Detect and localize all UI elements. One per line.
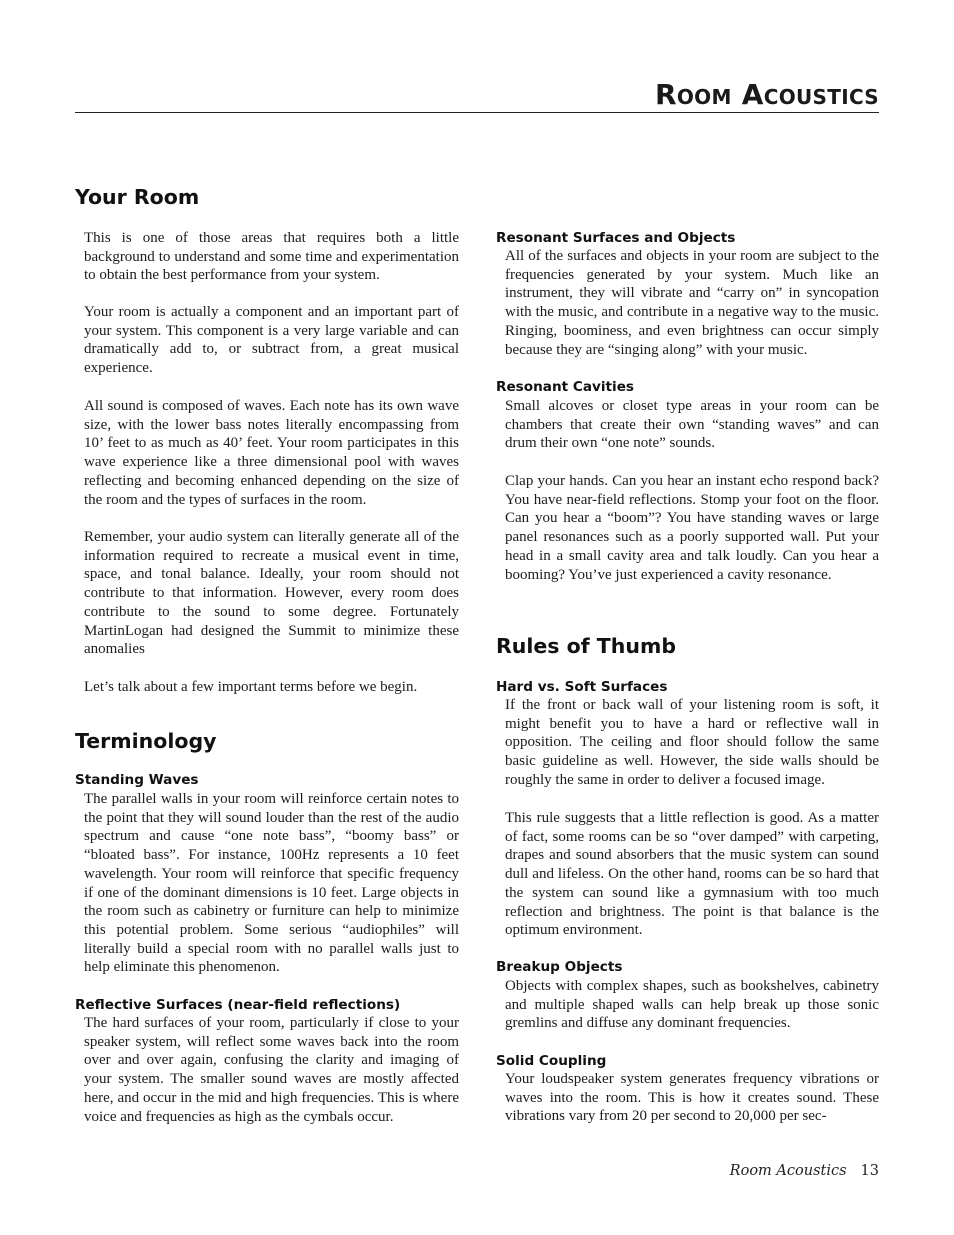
paragraph: This rule suggests that a little reflection is good. As a matter of fact, some rooms can be so “over damped” with carpeting, drapes and sound absorbers that the music system can sound dull and lifeless. On the other hand, rooms can be so hard that the system can sound like a gymnasium with too much reflection and brightness. The point is that balance is the optimum environment. [505, 810, 879, 939]
paragraph: Objects with complex shapes, such as bookshelves, cabinetry and multiple shaped walls can help break up those sonic gremlins and diffuse any dominant frequencies. [505, 978, 879, 1032]
subheading-breakup-objects: Breakup Objects [496, 959, 623, 975]
page-title [655, 78, 879, 114]
page-footer [730, 1163, 879, 1179]
paragraph: All sound is composed of waves. Each note has its own wave size, with the lower bass notes literally encompassing from 10’ feet to as much as 40’ feet. Your room participates in this wave experience like a three dimensional pool with waves reflecting and becoming enhanced depending on the size of the room and the types of surfaces in the room. [84, 398, 459, 508]
subheading-resonant-cavities: Resonant Cavities [496, 379, 635, 395]
paragraph: All of the surfaces and objects in your room are subject to the frequencies generated by your system. Much like an instrument, they will vibrate and “carry on” in syncopation with the music, and contribute in a negative way to the music. Ringing, boominess, and even brightness can occur simply because they are “singing along” with your music. [505, 248, 879, 358]
heading-your-room: Your Room [75, 185, 200, 209]
paragraph: This is one of those areas that requires both a little background to understand and some time and experimentation to obtain the best performance from your system. [84, 230, 459, 284]
header-divider [75, 112, 879, 113]
title-letter: R [655, 78, 677, 111]
subheading-hard-vs-soft: Hard vs. Soft Surfaces [496, 679, 668, 695]
footer-section: Room Acoustics [729, 1163, 847, 1179]
paragraph: Your loudspeaker system generates frequency vibrations or waves into the room. This is how it creates sound. These vibrations vary from 20 per second to 20,000 per sec- [505, 1071, 879, 1125]
title-letter: A [741, 78, 764, 111]
paragraph: The hard surfaces of your room, particularly if close to your speaker system, will reflect some waves back into the room over and over again, confusing the clarity and imaging of your system. The smaller sound waves are mostly affected here, and occur in the mid and high frequencies. This is where voice and frequencies as high as the cymbals occur. [84, 1015, 459, 1125]
title-word-part: OOM [676, 85, 732, 109]
paragraph: If the front or back wall of your listening room is soft, it might benefit you to have a hard or reflective wall in opposition. The ceiling and floor should follow the same basic guideline as well. However, the side walls should be roughly the same in order to deliver a focused image. [505, 697, 879, 788]
subheading-standing-waves: Standing Waves [75, 772, 199, 788]
subheading-solid-coupling: Solid Coupling [496, 1053, 607, 1069]
page-number: 13 [860, 1163, 879, 1179]
paragraph: Remember, your audio system can literally generate all of the information required to recreate a musical event in time, space, and tonal balance. Ideally, your room should not contribute to that information. However, every room does contribute to the sound to some degree. Fortunately MartinLogan had designed the Summit to minimize these anomalies [84, 529, 459, 658]
paragraph: The parallel walls in your room will reinforce certain notes to the point that they will sound louder than the rest of the audio spectrum and cause “one note bass”, “boomy bass” or “bloated bass”. For instance, 100Hz represents a 10 feet wavelength. Your room will reinforce that specific frequency if one of the dominant dimensions is 10 feet. Large objects in the room such as cabinetry or furniture can help to minimize this potential problem. Some serious “audiophiles” will literally build a special room with no parallel walls just to help eliminate this phenomenon. [84, 791, 459, 976]
paragraph: Your room is actually a component and an important part of your system. This component is a very large variable and can dramatically add to, or subtract from, a great musical experience. [84, 304, 459, 377]
paragraph: Small alcoves or closet type areas in your room can be chambers that create their own “standing waves” and can drum their own “one note” sounds. [505, 398, 879, 452]
heading-terminology: Terminology [75, 729, 217, 753]
paragraph: Clap your hands. Can you hear an instant echo respond back? You have near-field reflections. Stomp your foot on the floor. Can you hear a “boom”? You have standing waves or large panel resonances such as a poorly supported wall. Put your head in a small cavity area and talk loudly. Can you hear a booming? You’ve just experienced a cavity resonance. [505, 473, 879, 583]
subheading-resonant-surfaces: Resonant Surfaces and Objects [496, 230, 736, 246]
heading-rules-of-thumb: Rules of Thumb [496, 634, 676, 658]
title-word-part: COUSTICS [763, 85, 879, 109]
subheading-reflective-surfaces: Reflective Surfaces (near-field reflections) [75, 997, 401, 1013]
paragraph: Let’s talk about a few important terms before we begin. [84, 679, 418, 695]
